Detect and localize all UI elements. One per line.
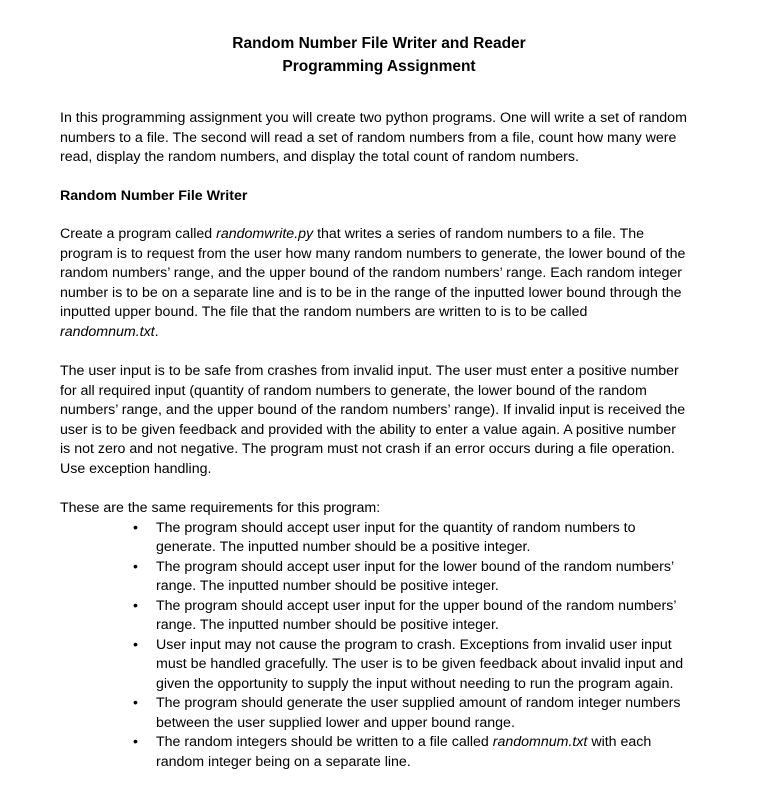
requirement-item: [133, 733, 688, 772]
requirement-text: User input may not cause the program to crash. Exceptions from invalid user input must be handled gracefully. The user is to be given feedback about invalid input and given the opportunity to supply the input without needing to run the program again.: [156, 636, 684, 692]
filename-randomnum-2: randomnum.txt: [492, 734, 588, 750]
bullet-icon: •: [133, 597, 138, 614]
filename-randomnum: randomnum.txt: [60, 323, 155, 340]
description-text-3: .: [154, 323, 159, 340]
section-heading: Random Number File Writer: [60, 187, 248, 204]
requirements-intro: These are the same requirements for this program:: [60, 500, 381, 516]
last-requirement-text-2: with each random integer being on a separate line.: [156, 734, 652, 770]
document-title: [60, 32, 688, 78]
bullet-icon: •: [133, 519, 138, 536]
bullet-icon: •: [133, 636, 138, 653]
requirement-text: The program should accept user input for the lower bound of the random numbers’ range. The inputted number should be positive integer.: [156, 558, 674, 594]
input-safety-paragraph: The user input is to be safe from crashes from invalid input. The user must enter a positive number for all required input (quantity of random numbers to generate, the lower bound of the random numbers’ range, and the upper bound of the random numbers’ range). If invalid input is received the user is to be given feedback and provided with the ability to enter a value again. A positive number is not zero and not negative. The program must not crash if an error occurs during a file operation. Use exception handling.: [60, 363, 686, 477]
requirement-item: [133, 558, 688, 597]
title-line-1: Random Number File Writer and Reader: [232, 35, 526, 52]
requirement-text: The program should generate the user supplied amount of random integer numbers between the user supplied lower and upper bound range.: [156, 695, 681, 731]
intro-paragraph: In this programming assignment you will create two python programs. One will write a set of random numbers to a file. The second will read a set of random numbers from a file, count how many were read, display the random numbers, and display the total count of random numbers.: [60, 110, 687, 165]
bullet-icon: •: [133, 695, 138, 711]
requirement-text: The program should accept user input for the upper bound of the random numbers’ range. The inputted number should be positive integer.: [156, 597, 676, 633]
bullet-icon: •: [133, 734, 138, 750]
requirement-item: [133, 636, 688, 695]
description-text-2: that writes a series of random numbers to a file. The program is to request from the user how many random numbers to generate, the lower bound of the random numbers’ range, and the upper bound of the random numbers’ range. Each random integer number is to be on a separate line and is to be in the range of the inputted lower bound through the inputted upper bound. The file that the random numbers are written to is to be called: [60, 226, 686, 320]
filename-randomwrite: randomwrite.py: [216, 226, 314, 242]
requirements-list: [60, 519, 688, 773]
description-paragraph: [60, 225, 688, 342]
requirement-item: [133, 694, 688, 733]
title-line-2: Programming Assignment: [282, 58, 476, 75]
description-text-1: Create a program called: [60, 226, 217, 242]
requirement-item: [133, 597, 688, 636]
last-requirement-text-1: The random integers should be written to a file called: [156, 734, 493, 750]
requirement-item: [133, 519, 688, 558]
requirement-text: The program should accept user input for the quantity of random numbers to generate. The inputted number should be a positive integer.: [156, 519, 636, 555]
bullet-icon: •: [133, 558, 138, 575]
